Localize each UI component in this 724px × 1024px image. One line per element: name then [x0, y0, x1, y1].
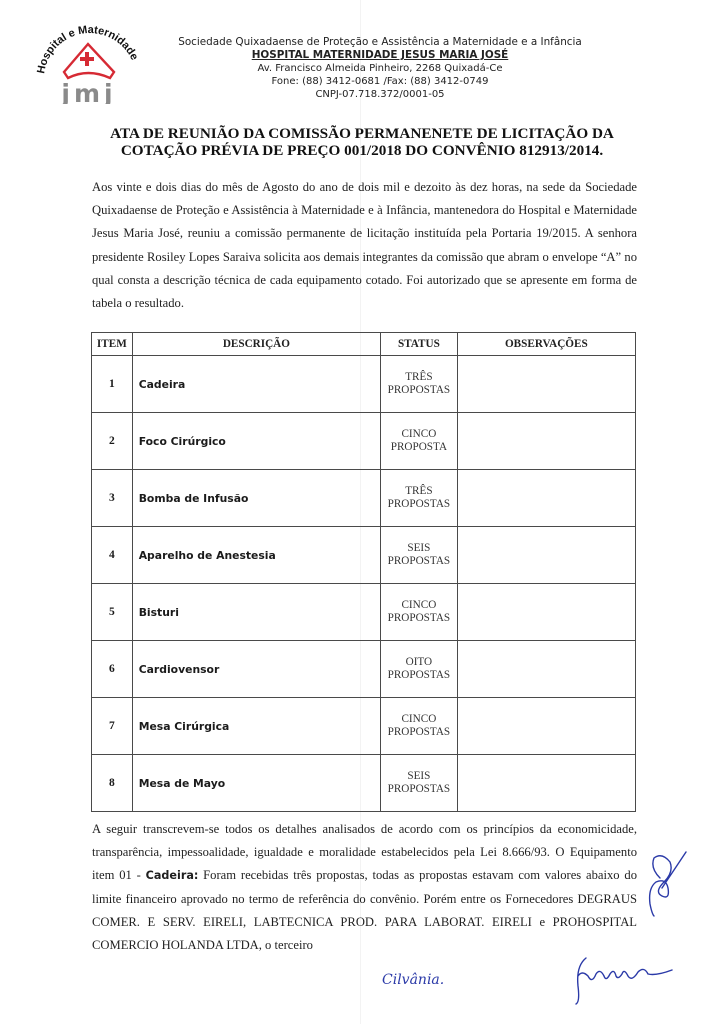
signature-scribble-icon: [566, 946, 676, 1006]
header-status: STATUS: [381, 333, 458, 356]
status-count: TRÊS: [405, 485, 433, 497]
title-line-2: COTAÇÃO PRÉVIA DE PREÇO 001/2018 DO CONVÊNIO 812913/2014.: [120, 142, 604, 159]
analysis-text-2: Foram recebidas três propostas, todas as propostas estavam com valores abaixo do limite financeiro aprovado no termo de referência do convênio. Porém entre os Fornecedores DEGRAUS COMER. E SERV. EIRELI, LABTECNICA PROD. PARA LABORAT. EIRELI e PROHOSPITAL COMERCIO HOLANDA LTDA, o terceiro: [92, 868, 637, 953]
item-observations: [457, 470, 635, 527]
analysis-text-1: A seguir transcrevem-se todos os detalhes analisados de acordo com os princípios da economicidade, transparência, impessoalidade, igualdade e moralidade estabelecidos pela Lei 8.666/93. O Equipamento item 01 -: [92, 822, 637, 883]
item-number: 5: [92, 584, 133, 641]
item-observations: [457, 413, 635, 470]
status-label: PROPOSTAS: [387, 669, 451, 681]
item-status: [381, 413, 458, 470]
item-observations: [457, 755, 635, 812]
table-row: [92, 584, 636, 641]
header-description: DESCRIÇÃO: [132, 333, 380, 356]
item-number: 2: [92, 413, 133, 470]
table-row: [92, 356, 636, 413]
status-count: TRÊS: [405, 371, 433, 383]
header-observations: OBSERVAÇÕES: [457, 333, 635, 356]
title-line-1: ATA DE REUNIÃO DA COMISSÃO PERMANENETE DE LICITAÇÃO DA: [110, 125, 614, 142]
item-observations: [457, 527, 635, 584]
organization-name: Sociedade Quixadaense de Proteção e Assistência a Maternidade e a Infância: [178, 36, 582, 48]
item-description: Aparelho de Anestesia: [132, 527, 380, 584]
item-status: [381, 470, 458, 527]
status-count: CINCO: [401, 428, 437, 440]
item-observations: [457, 641, 635, 698]
document-title: [60, 125, 664, 159]
nurse-cap-cross-icon: [30, 14, 148, 104]
status-label: PROPOSTAS: [387, 555, 451, 567]
table-row: [92, 470, 636, 527]
intro-paragraph: Aos vinte e dois dias do mês de Agosto do ano de dois mil e dezoito às dez horas, na sede da Sociedade Quixadaense de Proteção e Assistência à Maternidade e à Infância, mantenedora do Hospital e Maternidade Jesus Maria José, reuniu a comissão permanente de licitação instituída pela Portaria 19/2015. A senhora presidente Rosiley Lopes Saraiva solicita aos demais integrantes da comissão que abram o envelope “A” no qual consta a descrição técnica de cada equipamento cotado. Foi autorizado que se apresente em forma de tabela o resultado.: [92, 180, 637, 311]
table-row: [92, 755, 636, 812]
item-status: [381, 356, 458, 413]
analysis-item-name: Cadeira:: [145, 869, 199, 883]
signature-right: [566, 946, 676, 1006]
status-label: PROPOSTAS: [387, 726, 451, 738]
item-number: 3: [92, 470, 133, 527]
signature-left: Cilvânia.: [382, 972, 445, 988]
item-observations: [457, 584, 635, 641]
analysis-paragraph: [92, 818, 637, 957]
item-number: 7: [92, 698, 133, 755]
header-item: ITEM: [92, 333, 133, 356]
item-number: 6: [92, 641, 133, 698]
table-header-row: [92, 333, 636, 356]
svg-text:Hospital e Maternidade: Hospital e Maternidade: [35, 23, 141, 75]
item-status: [381, 641, 458, 698]
item-description: Mesa de Mayo: [132, 755, 380, 812]
status-label: PROPOSTA: [390, 441, 448, 453]
item-observations: [457, 356, 635, 413]
item-status: [381, 755, 458, 812]
item-observations: [457, 698, 635, 755]
status-count: OITO: [405, 656, 433, 668]
table-row: [92, 698, 636, 755]
item-description: Cardiovensor: [132, 641, 380, 698]
table-row: [92, 641, 636, 698]
table-row: [92, 413, 636, 470]
status-count: CINCO: [401, 599, 437, 611]
cnpj: CNPJ-07.718.372/0001-05: [315, 89, 445, 100]
item-description: Bisturi: [132, 584, 380, 641]
initials-scribble-icon: [640, 848, 690, 918]
item-description: Bomba de Infusão: [132, 470, 380, 527]
status-label: PROPOSTAS: [387, 612, 451, 624]
item-number: 4: [92, 527, 133, 584]
margin-initials: [640, 848, 690, 918]
status-count: CINCO: [401, 713, 437, 725]
equipment-table: [91, 332, 636, 812]
phone-fax: Fone: (88) 3412-0681 /Fax: (88) 3412-0749: [271, 76, 489, 87]
item-number: 1: [92, 356, 133, 413]
item-status: [381, 584, 458, 641]
item-number: 8: [92, 755, 133, 812]
item-status: [381, 527, 458, 584]
address: Av. Francisco Almeida Pinheiro, 2268 Quixadá-Ce: [257, 63, 503, 74]
item-description: Mesa Cirúrgica: [132, 698, 380, 755]
item-status: [381, 698, 458, 755]
status-count: SEIS: [407, 542, 431, 554]
status-label: PROPOSTAS: [387, 384, 451, 396]
status-count: SEIS: [407, 770, 431, 782]
table-row: [92, 527, 636, 584]
hospital-logo: [30, 14, 148, 104]
hospital-name: HOSPITAL MATERNIDADE JESUS MARIA JOSÉ: [251, 49, 509, 61]
status-label: PROPOSTAS: [387, 783, 451, 795]
item-description: Foco Cirúrgico: [132, 413, 380, 470]
letterhead: [150, 36, 610, 101]
item-description: Cadeira: [132, 356, 380, 413]
svg-text:jmj: jmj: [61, 79, 117, 104]
status-label: PROPOSTAS: [387, 498, 451, 510]
